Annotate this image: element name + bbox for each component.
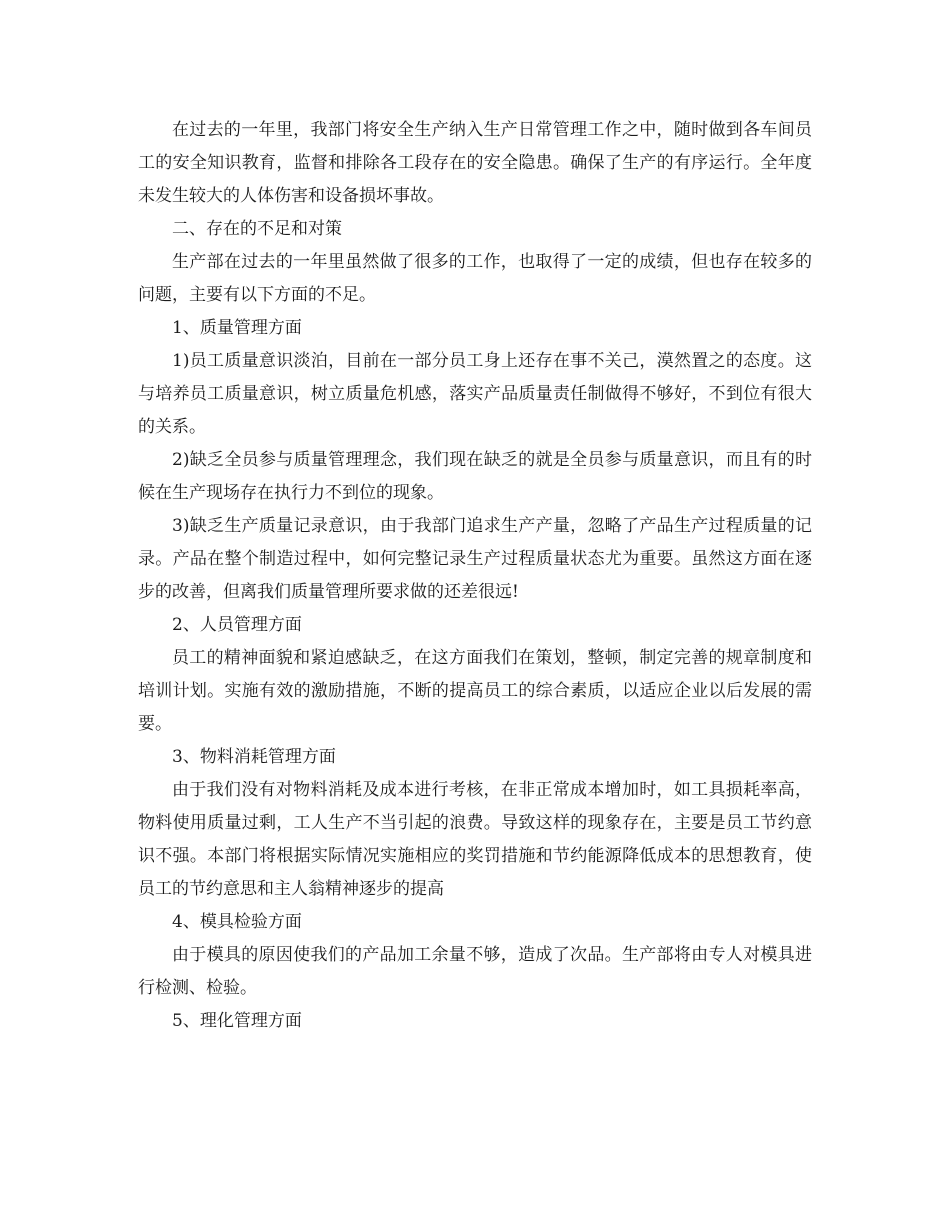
subheading-physicochemical-management: 5、理化管理方面	[172, 1011, 302, 1031]
paragraph-quality-point-1: 1)员工质量意识淡泊，目前在一部分员工身上还存在事不关己，漠然置之的态度。这与培养员工质量意识，树立质量危机感，落实产品质量责任制做得不够好，不到位有很大的关系。	[138, 351, 812, 437]
paragraph-safety-summary: 在过去的一年里，我部门将安全生产纳入生产日常管理工作之中，随时做到各车间员工的安全知识教育，监督和排除各工段存在的安全隐患。确保了生产的有序运行。全年度未发生较大的人体伤害和设备损坏事故。	[138, 120, 812, 206]
paragraph-personnel: 员工的精神面貌和紧迫感缺乏，在这方面我们在策划，整顿，制定完善的规章制度和培训计划。实施有效的激励措施，不断的提高员工的综合素质，以适应企业以后发展的需要。	[138, 648, 812, 734]
subheading-personnel-management: 2、人员管理方面	[172, 615, 302, 635]
subheading-material-consumption: 3、物料消耗管理方面	[172, 747, 336, 767]
subheading-quality-management: 1、质量管理方面	[172, 318, 302, 338]
paragraph-quality-point-3: 3)缺乏生产质量记录意识，由于我部门追求生产产量，忽略了产品生产过程质量的记录。产品在整个制造过程中，如何完整记录生产过程质量状态尤为重要。虽然这方面在逐步的改善，但离我们质量管理所要求做的还差很远!	[138, 516, 812, 602]
paragraph-quality-point-2: 2)缺乏全员参与质量管理理念，我们现在缺乏的就是全员参与质量意识，而且有的时候在生产现场存在执行力不到位的现象。	[138, 450, 812, 503]
paragraph-shortcomings-intro: 生产部在过去的一年里虽然做了很多的工作，也取得了一定的成绩，但也存在较多的问题，主要有以下方面的不足。	[138, 252, 812, 305]
subheading-mold-inspection: 4、模具检验方面	[172, 912, 302, 932]
paragraph-material-consumption: 由于我们没有对物料消耗及成本进行考核，在非正常成本增加时，如工具损耗率高，物料使用质量过剩，工人生产不当引起的浪费。导致这样的现象存在，主要是员工节约意识不强。本部门将根据实际情况实施相应的奖罚措施和节约能源降低成本的思想教育，使员工的节约意思和主人翁精神逐步的提高	[138, 780, 812, 899]
paragraph-mold-inspection: 由于模具的原因使我们的产品加工余量不够，造成了次品。生产部将由专人对模具进行检测、检验。	[138, 945, 812, 998]
document-body	[138, 114, 812, 1038]
section-heading-shortcomings: 二、存在的不足和对策	[172, 219, 342, 239]
